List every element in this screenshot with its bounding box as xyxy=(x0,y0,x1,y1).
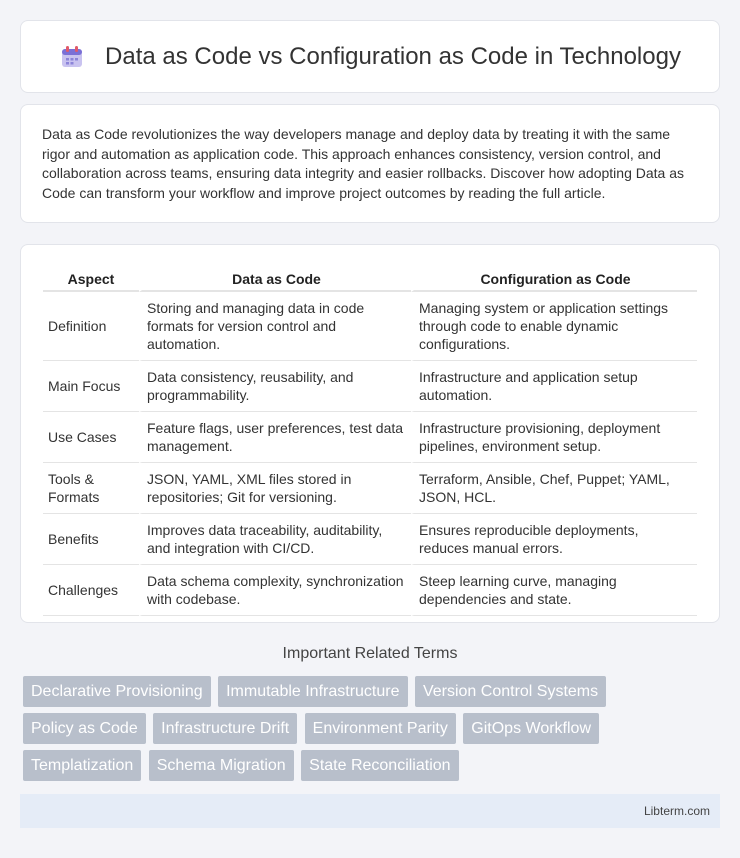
related-term-tag[interactable]: Schema Migration xyxy=(149,750,294,781)
header-data-as-code: Data as Code xyxy=(139,265,411,292)
row-configuration-as-code: Infrastructure and application setup automation. xyxy=(411,361,697,412)
row-aspect: Challenges xyxy=(43,565,139,616)
table-row xyxy=(43,514,697,565)
header-configuration-as-code: Configuration as Code xyxy=(411,265,697,292)
calendar-icon xyxy=(59,44,85,70)
row-data-as-code: Data schema complexity, synchronization with codebase. xyxy=(139,565,411,616)
related-term-tag[interactable]: Declarative Provisioning xyxy=(23,676,211,707)
related-term-tag[interactable]: Immutable Infrastructure xyxy=(218,676,407,707)
row-configuration-as-code: Infrastructure provisioning, deployment pipelines, environment setup. xyxy=(411,412,697,463)
row-aspect: Benefits xyxy=(43,514,139,565)
intro-card xyxy=(20,104,720,223)
header-aspect: Aspect xyxy=(43,265,139,292)
table-row xyxy=(43,361,697,412)
page-title: Data as Code vs Configuration as Code in Technology xyxy=(105,42,681,70)
row-data-as-code: JSON, YAML, XML files stored in repositories; Git for versioning. xyxy=(139,463,411,514)
row-aspect: Definition xyxy=(43,292,139,361)
footer xyxy=(20,794,720,828)
table-row xyxy=(43,412,697,463)
intro-text: Data as Code revolutionizes the way developers manage and deploy data by treating it with the same rigor and automation as application code. This approach enhances consistency, version control, and collaboration across teams, ensuring data integrity and easier rollbacks. Discover how adopting Data as Code can transform your workflow and improve project outcomes by reading the full article. xyxy=(42,126,685,201)
row-aspect: Use Cases xyxy=(43,412,139,463)
row-configuration-as-code: Steep learning curve, managing dependencies and state. xyxy=(411,565,697,616)
header-card xyxy=(20,20,720,93)
related-term-tag[interactable]: GitOps Workflow xyxy=(463,713,599,744)
row-data-as-code: Improves data traceability, auditability, and integration with CI/CD. xyxy=(139,514,411,565)
comparison-table xyxy=(43,265,697,616)
table-header-row xyxy=(43,265,697,292)
row-data-as-code: Data consistency, reusability, and programmability. xyxy=(139,361,411,412)
row-data-as-code: Storing and managing data in code formats for version control and automation. xyxy=(139,292,411,361)
row-aspect: Main Focus xyxy=(43,361,139,412)
footer-site-link[interactable]: Libterm.com xyxy=(643,804,710,818)
related-term-tag[interactable]: Templatization xyxy=(23,750,141,781)
row-configuration-as-code: Terraform, Ansible, Chef, Puppet; YAML, JSON, HCL. xyxy=(411,463,697,514)
related-terms-title: Important Related Terms xyxy=(282,645,458,662)
row-configuration-as-code: Ensures reproducible deployments, reduces manual errors. xyxy=(411,514,697,565)
related-terms-list xyxy=(23,676,703,787)
related-term-tag[interactable]: Version Control Systems xyxy=(415,676,606,707)
table-row xyxy=(43,463,697,514)
comparison-card xyxy=(20,244,720,623)
related-term-tag[interactable]: Policy as Code xyxy=(23,713,146,744)
table-row xyxy=(43,565,697,616)
related-term-tag[interactable]: Infrastructure Drift xyxy=(153,713,297,744)
related-term-tag[interactable]: State Reconciliation xyxy=(301,750,458,781)
row-aspect: Tools & Formats xyxy=(43,463,139,514)
related-term-tag[interactable]: Environment Parity xyxy=(305,713,456,744)
row-data-as-code: Feature flags, user preferences, test data management. xyxy=(139,412,411,463)
table-row xyxy=(43,292,697,361)
row-configuration-as-code: Managing system or application settings through code to enable dynamic configurations. xyxy=(411,292,697,361)
